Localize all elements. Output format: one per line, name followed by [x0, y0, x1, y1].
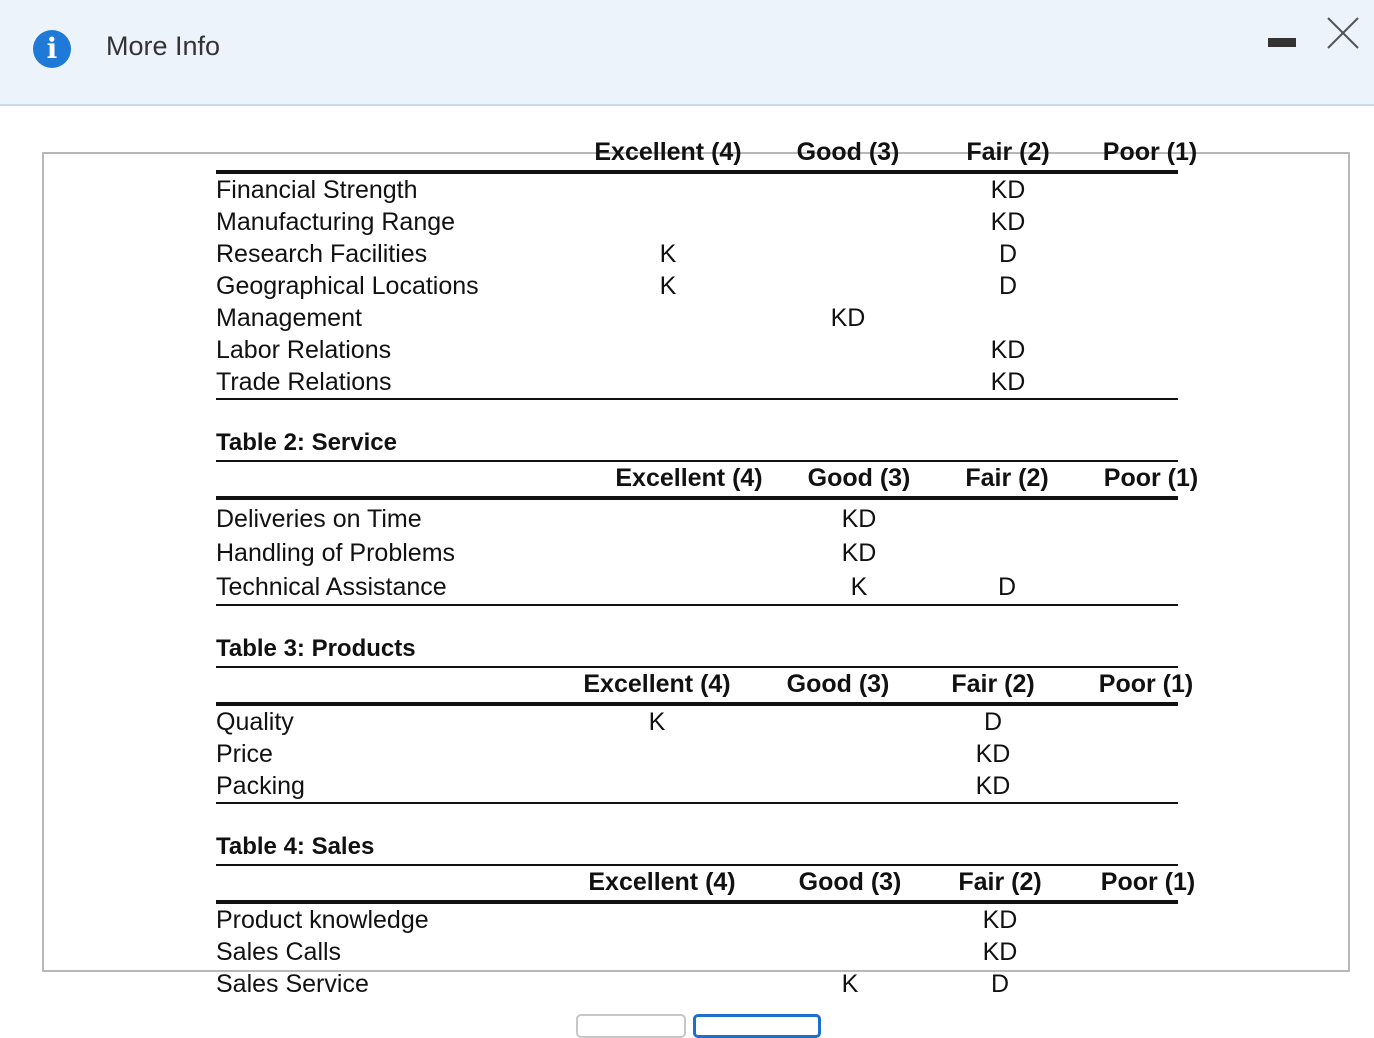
rating-cell-fair: D — [998, 240, 1018, 268]
content-scroll-area[interactable] — [42, 138, 1350, 998]
table-2-title: Table 2: Service — [216, 429, 397, 456]
rating-cell-fair: KD — [982, 906, 1018, 934]
table-4-title: Table 4: Sales — [216, 833, 375, 860]
header-good: Good (3) — [798, 868, 902, 896]
table-1 — [216, 136, 1198, 400]
rating-cell-good: KD — [841, 505, 877, 533]
rating-cell-fair: KD — [975, 740, 1011, 768]
header-poor: Poor (1) — [1100, 868, 1196, 896]
header-excellent: Excellent (4) — [615, 464, 763, 492]
table-row — [216, 536, 1178, 570]
table-2 — [216, 426, 1199, 606]
dialog-titlebar — [0, 0, 1374, 106]
table-3-title: Table 3: Products — [216, 635, 416, 662]
tables-container — [216, 136, 1199, 1000]
rating-cell-fair: KD — [990, 336, 1026, 364]
secondary-button[interactable] — [576, 1014, 686, 1038]
row-label: Manufacturing Range — [216, 208, 456, 236]
row-label: Deliveries on Time — [216, 505, 422, 533]
dialog-title: More Info — [106, 31, 221, 61]
rating-cell-fair: KD — [990, 176, 1026, 204]
rating-cell-fair: D — [997, 573, 1017, 601]
table-1-header — [216, 136, 1198, 174]
table-row — [216, 366, 1178, 398]
header-excellent: Excellent (4) — [594, 138, 742, 166]
header-good: Good (3) — [796, 138, 900, 166]
table-row — [216, 334, 1178, 366]
table-row — [216, 570, 1178, 604]
rating-cell-fair: D — [990, 970, 1010, 998]
table-3-rows — [216, 706, 1178, 802]
table-2-header — [216, 460, 1199, 500]
rating-cell-good: K — [850, 573, 868, 601]
row-label: Sales Calls — [216, 938, 342, 966]
rating-cell-fair: KD — [990, 208, 1026, 236]
table-row — [216, 706, 1178, 738]
row-label: Labor Relations — [216, 336, 392, 364]
table-4-rows — [216, 904, 1178, 1000]
header-excellent: Excellent (4) — [583, 670, 731, 698]
table-3-bottom-rule — [216, 802, 1178, 804]
header-poor: Poor (1) — [1102, 138, 1198, 166]
row-label: Product knowledge — [216, 906, 429, 934]
rating-cell-excellent: K — [648, 708, 666, 736]
row-label: Packing — [216, 772, 305, 800]
table-row — [216, 738, 1178, 770]
rating-cell-fair: D — [983, 708, 1003, 736]
primary-button[interactable] — [693, 1014, 821, 1038]
table-row — [216, 770, 1178, 802]
rating-cell-good: KD — [841, 539, 877, 567]
table-1-rows — [216, 174, 1178, 398]
header-good: Good (3) — [786, 670, 890, 698]
close-icon[interactable] — [1326, 16, 1360, 50]
table-row — [216, 502, 1178, 536]
minimize-button[interactable] — [1268, 38, 1296, 47]
rating-cell-fair: D — [998, 272, 1018, 300]
rating-cell-fair: KD — [982, 938, 1018, 966]
row-label: Price — [216, 740, 273, 768]
rating-cell-fair: KD — [990, 368, 1026, 396]
header-poor: Poor (1) — [1103, 464, 1199, 492]
table-row — [216, 238, 1178, 270]
row-label: Quality — [216, 708, 294, 736]
rating-cell-excellent: K — [659, 240, 677, 268]
header-fair: Fair (2) — [966, 138, 1050, 166]
table-1-bottom-rule — [216, 398, 1178, 400]
table-row — [216, 302, 1178, 334]
rating-cell-good: KD — [830, 304, 866, 332]
rating-cell-good: K — [841, 970, 859, 998]
table-2-bottom-rule — [216, 604, 1178, 606]
table-4-header — [216, 864, 1196, 904]
table-row — [216, 206, 1178, 238]
info-icon: i — [33, 30, 71, 68]
table-3-header — [216, 666, 1194, 706]
rating-cell-excellent: K — [659, 272, 677, 300]
table-row — [216, 270, 1178, 302]
table-row — [216, 904, 1178, 936]
header-fair: Fair (2) — [965, 464, 1049, 492]
row-label: Trade Relations — [216, 368, 392, 396]
table-row — [216, 174, 1178, 206]
table-3 — [216, 632, 1194, 804]
table-2-rows — [216, 502, 1178, 604]
row-label: Sales Service — [216, 970, 369, 998]
table-4 — [216, 830, 1196, 1000]
row-label: Geographical Locations — [216, 272, 479, 300]
header-good: Good (3) — [807, 464, 911, 492]
row-label: Management — [216, 304, 362, 332]
table-row — [216, 936, 1178, 968]
row-label: Technical Assistance — [216, 573, 447, 601]
header-fair: Fair (2) — [958, 868, 1042, 896]
header-fair: Fair (2) — [951, 670, 1035, 698]
table-row — [216, 968, 1178, 1000]
row-label: Handling of Problems — [216, 539, 456, 567]
row-label: Financial Strength — [216, 176, 418, 204]
header-excellent: Excellent (4) — [588, 868, 736, 896]
header-poor: Poor (1) — [1098, 670, 1194, 698]
row-label: Research Facilities — [216, 240, 428, 268]
rating-cell-fair: KD — [975, 772, 1011, 800]
